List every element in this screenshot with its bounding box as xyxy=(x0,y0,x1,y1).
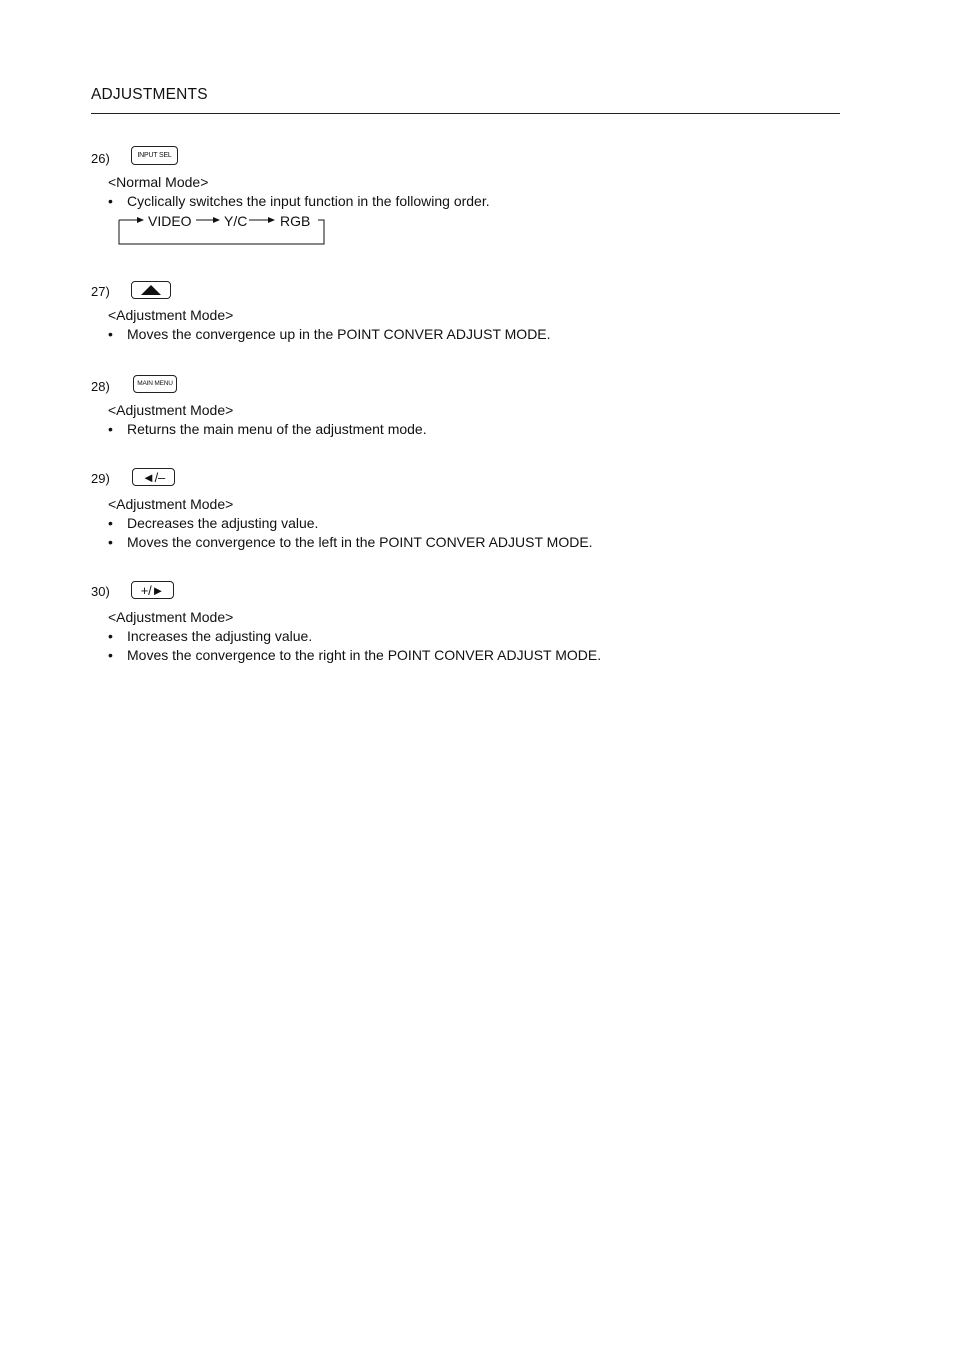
bullet-text: Moves the convergence to the right in the POINT CONVER ADJUST MODE. xyxy=(127,647,602,663)
item-number: 28) xyxy=(91,379,110,394)
bullet-text: Returns the main menu of the adjustment mode. xyxy=(127,421,427,437)
bullet-dot: • xyxy=(108,628,113,644)
left-minus-key: ◄/– xyxy=(132,468,175,486)
bullet-text: Cyclically switches the input function in the following order. xyxy=(127,193,490,209)
mode-label: <Adjustment Mode> xyxy=(108,496,234,512)
arrow-head-icon xyxy=(137,217,144,223)
triangle-up-icon xyxy=(141,285,161,295)
up-arrow-key xyxy=(131,281,171,299)
flow-video: VIDEO xyxy=(148,213,192,229)
mode-label: <Normal Mode> xyxy=(108,174,209,190)
flow-yc: Y/C xyxy=(224,213,248,229)
plus-right-key: +/► xyxy=(131,581,174,599)
item-number: 29) xyxy=(91,471,110,486)
item-number: 30) xyxy=(91,584,110,599)
bullet-text: Moves the convergence to the left in the POINT CONVER ADJUST MODE. xyxy=(127,534,593,550)
bullet-dot: • xyxy=(108,326,113,342)
bullet-text: Moves the convergence up in the POINT CONVER ADJUST MODE. xyxy=(127,326,551,342)
page-header: ADJUSTMENTS xyxy=(91,86,208,103)
arrow-head-icon xyxy=(268,217,275,223)
mode-label: <Adjustment Mode> xyxy=(108,609,234,625)
bullet-dot: • xyxy=(108,515,113,531)
bullet-text: Increases the adjusting value. xyxy=(127,628,313,644)
bullet-dot: • xyxy=(108,647,113,663)
main-menu-key: MAIN MENU xyxy=(133,375,177,393)
arrow-head-icon xyxy=(213,217,220,223)
bullet-dot: • xyxy=(108,421,113,437)
flow-rgb: RGB xyxy=(280,213,311,229)
item-number: 27) xyxy=(91,284,110,299)
bullet-text: Decreases the adjusting value. xyxy=(127,515,319,531)
bullet-dot: • xyxy=(108,534,113,550)
mode-label: <Adjustment Mode> xyxy=(108,307,234,323)
bullet-dot: • xyxy=(108,193,113,209)
input-sel-key: INPUT SEL xyxy=(131,146,178,165)
header-rule xyxy=(91,113,840,114)
mode-label: <Adjustment Mode> xyxy=(108,402,234,418)
item-number: 26) xyxy=(91,151,110,166)
